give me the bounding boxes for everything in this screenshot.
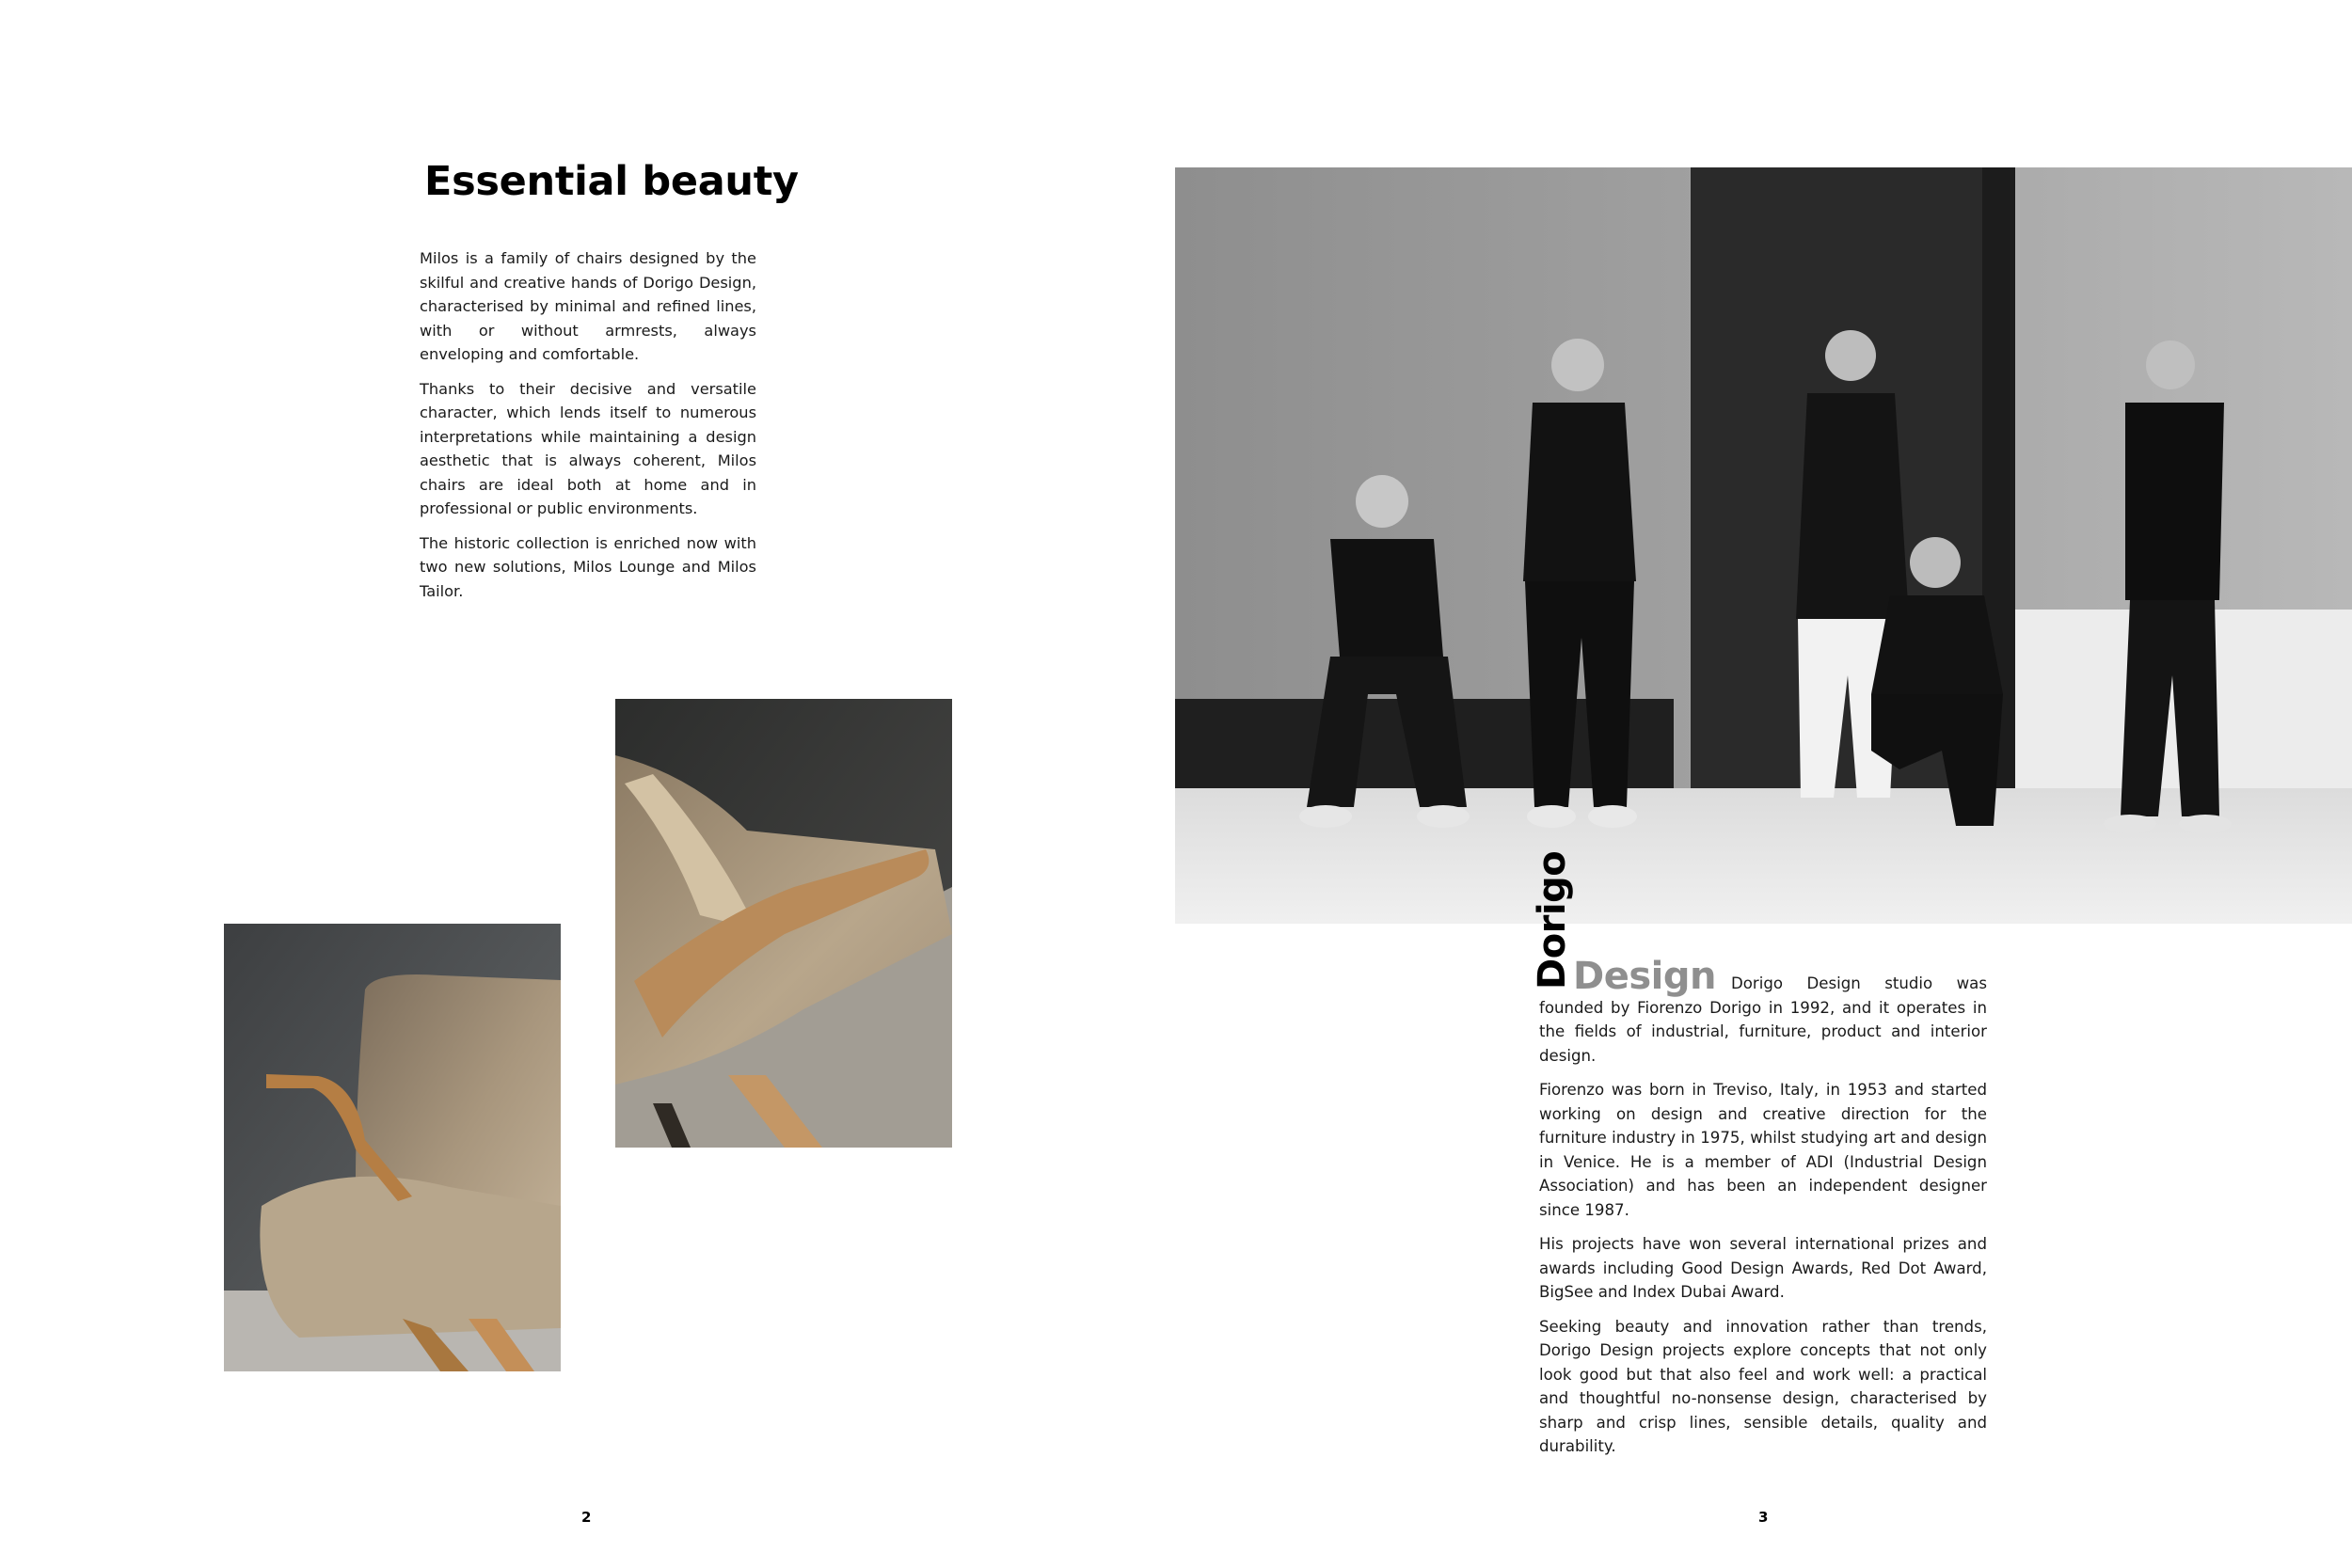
chair-photo-side xyxy=(224,924,561,1371)
intro-paragraph-3: The historic collection is enriched now with two new solutions, Milos Lounge and Milos Tailor. xyxy=(420,533,756,600)
studio-paragraph-2: Fiorenzo was born in Treviso, Italy, in 1953 and started working on design and creative direction for the furniture industry in 1975, whilst studying art and design in Venice. He is a member of ADI (Industrial Design Association) and has been an independent designer since 1987. xyxy=(1539,1081,1987,1219)
studio-paragraph-4: Seeking beauty and innovation rather than trends, Dorigo Design projects explore concepts that not only look good but that also feel and work well: a practical and thoughtful no-nonsense design, characterised by sharp and crisp lines, sensible details, quality and durability. xyxy=(1539,1317,1987,1455)
studio-paragraph-1 xyxy=(1539,955,1987,1068)
intro-paragraph-1: Milos is a family of chairs designed by the skilful and creative hands of Dorigo Design, characterised by minimal and refined lines, with or without armrests, always enveloping and comfortable. xyxy=(420,249,756,363)
chair-photo-detail xyxy=(615,699,952,1148)
page-title: Essential beauty xyxy=(424,158,799,205)
page-number: 2 xyxy=(581,1509,592,1526)
heading-dorigo-vertical: Dorigo xyxy=(1531,850,1574,990)
intro-paragraph-2: Thanks to their decisive and versatile character, which lends itself to numerous interpretations while maintaining a design aesthetic that is always coherent, Milos chairs are ideal both at home and in professional or public environments. xyxy=(420,379,756,517)
studio-text xyxy=(1539,955,1987,1469)
studio-paragraph-1-text: Dorigo Design studio was founded by Fiorenzo Dorigo in 1992, and it operates in the fields of industrial, furniture, product and interior design. xyxy=(1539,974,1987,1065)
studio-paragraph-3: His projects have won several international prizes and awards including Good Design Awards, Red Dot Award, BigSee and Index Dubai Award. xyxy=(1539,1235,1987,1301)
intro-text xyxy=(420,246,756,613)
team-photo xyxy=(1175,167,2352,924)
heading-design: Design xyxy=(1573,955,1716,998)
page-number: 3 xyxy=(1758,1509,1769,1526)
